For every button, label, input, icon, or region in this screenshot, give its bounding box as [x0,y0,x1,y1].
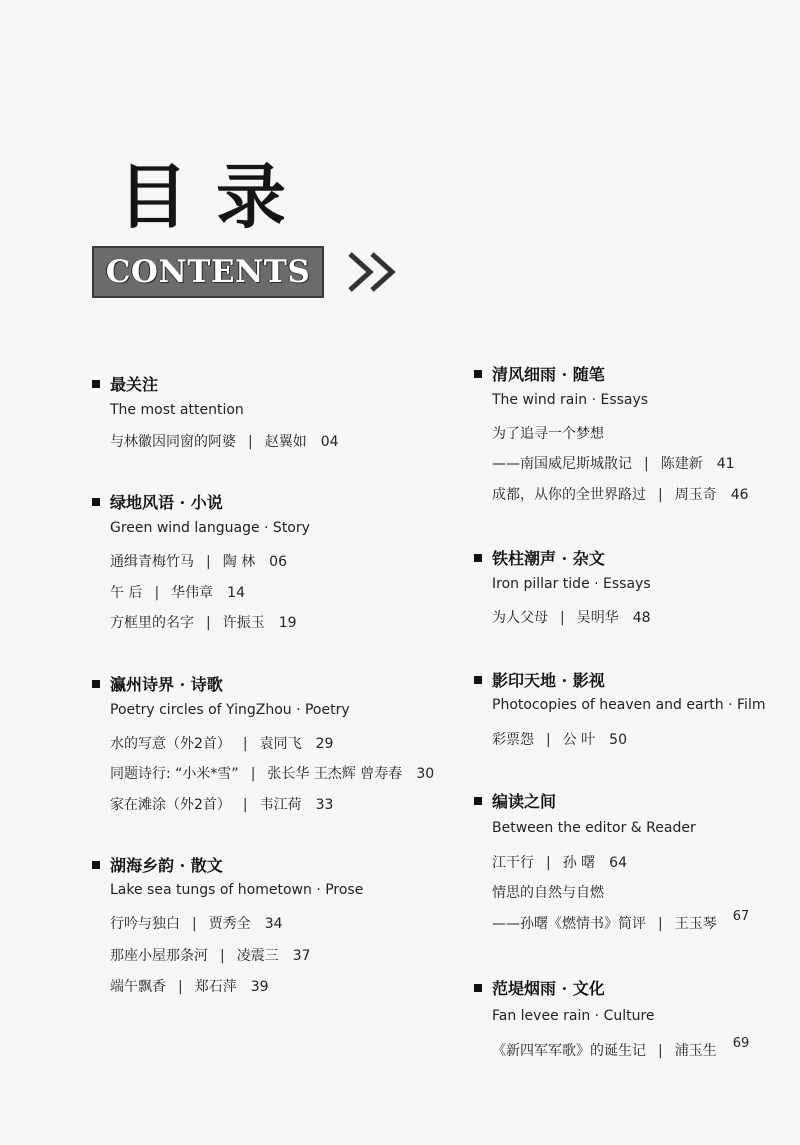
double-chevron-right-icon [346,248,402,296]
square-bullet-icon [474,984,482,992]
section-subtitle: The wind rain · Essays [492,392,649,408]
toc-entry[interactable]: 家在滩涂（外2首） | 韦江荷 33 [110,797,334,813]
section-subtitle: The most attention [110,402,244,418]
section-title: 绿地风语 · 小说 [92,490,223,513]
section-title: 清风细雨 · 随笔 [474,362,605,385]
toc-entry[interactable]: 端午飘香 | 郑石萍 39 [110,979,269,995]
toc-entry[interactable]: 同题诗行: “小米*雪” | 张长华 王杰辉 曾寿春 30 [110,766,435,782]
toc-entry[interactable]: 午 后 | 华伟章 14 [110,585,245,601]
section-subtitle: Poetry circles of YingZhou · Poetry [110,702,350,718]
toc-entry[interactable]: ——孙曙《燃情书》简评 | 王玉琴 67 [492,909,750,932]
square-bullet-icon [474,676,482,684]
section-title: 湖海乡韵 · 散文 [92,853,223,876]
section-title: 编读之间 [474,789,556,812]
section-subtitle: Iron pillar tide · Essays [492,576,651,592]
section-subtitle: Green wind language · Story [110,520,310,536]
toc-entry[interactable]: 方框里的名字 | 许振玉 19 [110,615,297,631]
toc-entry[interactable]: 那座小屋那条河 | 凌震三 37 [110,948,311,964]
section-subtitle: Between the editor & Reader [492,820,696,836]
section-title: 铁柱潮声 · 杂文 [474,546,605,569]
square-bullet-icon [474,797,482,805]
toc-entry[interactable]: 成都，从你的全世界路过 | 周玉奇 46 [492,487,749,503]
toc-entry[interactable]: 与林徽因同窗的阿婆 | 赵翼如 04 [110,434,339,450]
square-bullet-icon [92,680,100,688]
section-title: 瀛州诗界 · 诗歌 [92,672,223,695]
toc-entry[interactable]: 水的写意（外2首） | 袁同飞 29 [110,736,334,752]
toc-entry[interactable]: 行吟与独白 | 贾秀全 34 [110,916,283,932]
toc-entry[interactable]: 《新四军军歌》的诞生记 | 浦玉生 69 [492,1036,750,1059]
toc-entry[interactable]: 彩票怨 | 公 叶 50 [492,732,627,748]
section-title: 最关注 [92,372,158,395]
toc-entry[interactable]: ——南国威尼斯城散记 | 陈建新 41 [492,456,735,472]
section-subtitle: Photocopies of heaven and earth · Film [492,697,766,713]
square-bullet-icon [92,380,100,388]
square-bullet-icon [474,370,482,378]
section-title: 影印天地 · 影视 [474,668,605,691]
toc-entry-title-line[interactable]: 情思的自然与自燃 [492,885,604,901]
section-subtitle: Lake sea tungs of hometown · Prose [110,882,364,898]
square-bullet-icon [474,554,482,562]
toc-entry-title-line[interactable]: 为了追寻一个梦想 [492,426,604,442]
section-subtitle: Fan levee rain · Culture [492,1008,655,1024]
square-bullet-icon [92,861,100,869]
section-title: 范堤烟雨 · 文化 [474,976,605,999]
page-title-cn: 目录 [118,155,314,238]
square-bullet-icon [92,498,100,506]
contents-label: CONTENTS [105,254,311,290]
toc-entry[interactable]: 为人父母 | 吴明华 48 [492,610,651,626]
toc-entry[interactable]: 通缉青梅竹马 | 陶 林 06 [110,554,287,570]
toc-entry[interactable]: 江干行 | 孙 曙 64 [492,855,627,871]
contents-banner [92,246,324,298]
